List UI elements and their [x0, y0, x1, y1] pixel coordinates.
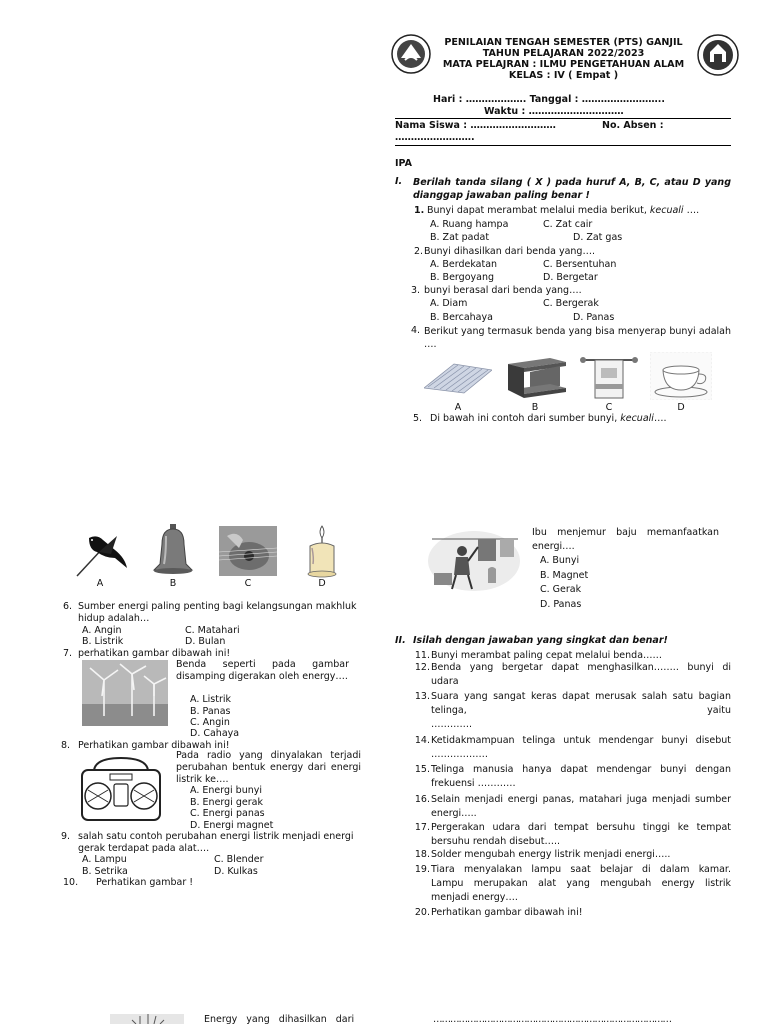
sun-image-icon [110, 1014, 184, 1024]
q3-option-d[interactable]: D. Panas [573, 312, 615, 323]
q6-number: 6. [63, 601, 73, 612]
nama-siswa-field: Nama Siswa : ……………………… [395, 120, 556, 131]
q9-number: 9. [61, 831, 71, 842]
essay-number: 16. [414, 794, 430, 805]
q8-number: 8. [61, 740, 71, 751]
q7-option-a[interactable]: A. Listrik [190, 694, 232, 705]
essay-line: Ketidakmampuan telinga untuk mendengar bunyi disebut [431, 735, 731, 746]
q9-option-b[interactable]: B. Setrika [82, 866, 128, 877]
essay-line: Suara yang sangat keras dapat merusak salah satu bagian [431, 691, 731, 702]
q4-label-b: B [531, 402, 539, 413]
q10-description: Energy yang dihasilkan dari [204, 1014, 355, 1025]
subject-label: IPA [395, 158, 412, 169]
essay-line: telinga, yaitu [431, 705, 731, 716]
essay-line: Tiara menyalakan lampu saat belajar di dalam kamar. [431, 864, 731, 875]
q7-question: perhatikan gambar dibawah ini! [78, 648, 231, 659]
essay-line: Selain menjadi energi panas, matahari juga menjadi sumber [431, 794, 731, 805]
essay-number: 17. [414, 822, 430, 833]
essay-number: 14. [414, 735, 430, 746]
bell-icon [150, 524, 196, 576]
bird-icon [75, 528, 129, 578]
q2-option-b[interactable]: B. Bergoyang [430, 272, 494, 283]
q4-label-d: D [677, 402, 685, 413]
q5-question [430, 413, 666, 424]
q1-option-b[interactable]: B. Zat padat [430, 232, 490, 243]
q6-question: Sumber energi paling penting bagi kelangsungan makhluk hidup adalah… [78, 601, 357, 624]
q3-number: 3. [411, 285, 421, 296]
q9-option-c[interactable]: C. Blender [214, 854, 264, 865]
q4-number: 4. [411, 325, 421, 336]
q1-option-a[interactable]: A. Ruang hampa [430, 219, 509, 230]
q1-option-d[interactable]: D. Zat gas [573, 232, 623, 243]
q2-option-a[interactable]: A. Berdekatan [430, 259, 498, 270]
jemur-option-b[interactable]: B. Magnet [540, 570, 589, 581]
essay-number: 13. [414, 691, 430, 702]
section2-instruction: Isilah dengan jawaban yang singkat dan benar! [413, 635, 668, 646]
jemur-option-d[interactable]: D. Panas [540, 599, 582, 610]
q5-label-c: C [244, 578, 252, 589]
q8-description: Pada radio yang dinyalakan terjadi perubahan bentuk energy dari energi listrik ke…. [176, 750, 361, 785]
q8-question: Perhatikan gambar dibawah ini! [78, 740, 230, 751]
jemur-option-a[interactable]: A. Bunyi [540, 555, 580, 566]
logo-school-right [697, 32, 739, 78]
title-line-4: KELAS : IV ( Empat ) [508, 70, 619, 81]
q8-option-a[interactable]: A. Energi bunyi [190, 785, 263, 796]
q1-text: Bunyi dapat merambat melalui media berikut, [427, 205, 650, 216]
q1-emphasis: kecuali [649, 205, 684, 216]
q4-question: Berikut yang termasuk benda yang bisa menyerap bunyi adalah …. [424, 326, 731, 350]
jemur-option-c[interactable]: C. Gerak [540, 584, 582, 595]
q4-label-c: C [605, 402, 613, 413]
q9-question: salah satu contoh perubahan energi listrik menjadi energi gerak terdapat pada alat…. [78, 831, 354, 854]
q6-option-d[interactable]: D. Bulan [185, 636, 226, 647]
q3-question: bunyi berasal dari benda yang…. [424, 285, 582, 296]
q1-option-c[interactable]: C. Zat cair [543, 219, 593, 230]
logo-kemendikbud-left [391, 32, 431, 76]
q3-option-c[interactable]: C. Bergerak [543, 298, 599, 309]
q2-option-c[interactable]: C. Bersentuhan [543, 259, 617, 270]
q2-question: Bunyi dihasilkan dari benda yang…. [424, 246, 595, 257]
q8-option-b[interactable]: B. Energi gerak [190, 797, 263, 808]
section2-number: II. [395, 635, 406, 646]
nama-dots: ……………………. [395, 132, 475, 143]
essay-number: 15. [414, 764, 430, 775]
q3-option-b[interactable]: B. Bercahaya [430, 312, 493, 323]
essay-number: 11. [414, 650, 430, 661]
q5-tail: …. [653, 413, 667, 424]
section1-number: I. [395, 176, 403, 187]
hari-tanggal-field: Hari : ………………. Tanggal : …………………….. [433, 94, 665, 105]
q6-option-a[interactable]: A. Angin [82, 625, 122, 636]
essay-number: 20. [414, 907, 430, 918]
q7-number: 7. [63, 648, 73, 659]
essay-line: Solder mengubah energy listrik menjadi energi….. [431, 849, 671, 860]
steel-beam-icon [500, 356, 570, 400]
q1-tail: …. [683, 205, 700, 216]
q1-number: 1. [414, 205, 425, 216]
q5-number: 5. [413, 413, 423, 424]
q5-label-b: B [169, 578, 177, 589]
q9-option-a[interactable]: A. Lampu [82, 854, 127, 865]
waktu-field: Waktu : ………………………… [484, 106, 624, 117]
essay-line: bersuhu rendah disebut….. [431, 836, 561, 847]
divider-top [395, 118, 731, 119]
essay-number: 18. [414, 849, 430, 860]
essay-line: Pergerakan udara dari tempat bersuhu tinggi ke tempat [431, 822, 731, 833]
essay-number: 12. [414, 662, 430, 673]
essay-line: ……………… [431, 749, 488, 760]
q7-option-c[interactable]: C. Angin [190, 717, 230, 728]
q4-label-a: A [454, 402, 462, 413]
q8-option-d[interactable]: D. Energi magnet [190, 820, 274, 831]
teacup-icon [650, 352, 712, 400]
q10-number: 10. [63, 877, 79, 888]
q7-option-d[interactable]: D. Cahaya [190, 728, 240, 739]
candle-icon [304, 524, 340, 578]
jemur-description: Ibu menjemur baju memanfaatkan energi…. [532, 527, 719, 552]
essay-number: 19. [414, 864, 430, 875]
exam-title [432, 37, 695, 81]
guitar-player-icon [219, 526, 277, 576]
essay-line: Benda yang bergetar dapat menghasilkan…….. bunyi di [431, 662, 731, 673]
q1-question [427, 205, 699, 216]
q5-text: Di bawah ini contoh dari sumber bunyi, [430, 413, 621, 424]
q3-option-a[interactable]: A. Diam [430, 298, 468, 309]
q10-question: Perhatikan gambar ! [96, 877, 194, 888]
q5-label-a: A [96, 578, 104, 589]
divider-bottom [395, 145, 731, 146]
q7-description: Benda seperti pada gambar disamping digerakan oleh energy…. [176, 659, 349, 682]
section1-instruction: Berilah tanda silang ( X ) pada huruf A, B, C, atau D yang dianggap jawaban paling benar ! [413, 177, 731, 201]
title-line-3: MATA PELAJRAN : ILMU PENGETAHUAN ALAM [442, 59, 685, 70]
q5-emphasis: kecuali [620, 413, 654, 424]
q7-option-b[interactable]: B. Panas [190, 706, 231, 717]
essay-line: Telinga manusia hanya dapat mendengar bunyi dengan [431, 764, 731, 775]
q6-option-c[interactable]: C. Matahari [185, 625, 240, 636]
essay-line: Lampu merupakan alat yang mengubah energy listrik [431, 878, 731, 889]
towel-rack-icon [579, 354, 639, 400]
q5-label-d: D [318, 578, 326, 589]
essay-line: energi….. [431, 808, 477, 819]
essay-line: frekuensi ………… [431, 778, 516, 789]
title-line-1: PENILAIAN TENGAH SEMESTER (PTS) GANJIL [444, 37, 683, 48]
essay-line: Perhatikan gambar dibawah ini! [431, 907, 583, 918]
essay-line: udara [431, 676, 459, 687]
q9-option-d[interactable]: D. Kulkas [214, 866, 258, 877]
corrugated-sheet-icon [424, 360, 492, 394]
q8-option-c[interactable]: C. Energi panas [190, 808, 265, 819]
no-absen-field: No. Absen : [602, 120, 664, 131]
q2-option-d[interactable]: D. Bergetar [543, 272, 598, 283]
essay-line: …………. [431, 719, 473, 730]
essay-line: menjadi energy…. [431, 892, 518, 903]
bottom-answer-line: ………………………………………………………………………… [433, 1014, 671, 1025]
radio-icon [80, 752, 162, 822]
essay-line: Bunyi merambat paling cepat melalui benda…… [431, 650, 663, 661]
hanging-laundry-icon [426, 525, 522, 593]
wind-turbine-icon [82, 660, 168, 726]
q2-number: 2. [414, 246, 424, 257]
q6-option-b[interactable]: B. Listrik [82, 636, 124, 647]
title-line-2: TAHUN PELAJARAN 2022/2023 [482, 48, 645, 59]
